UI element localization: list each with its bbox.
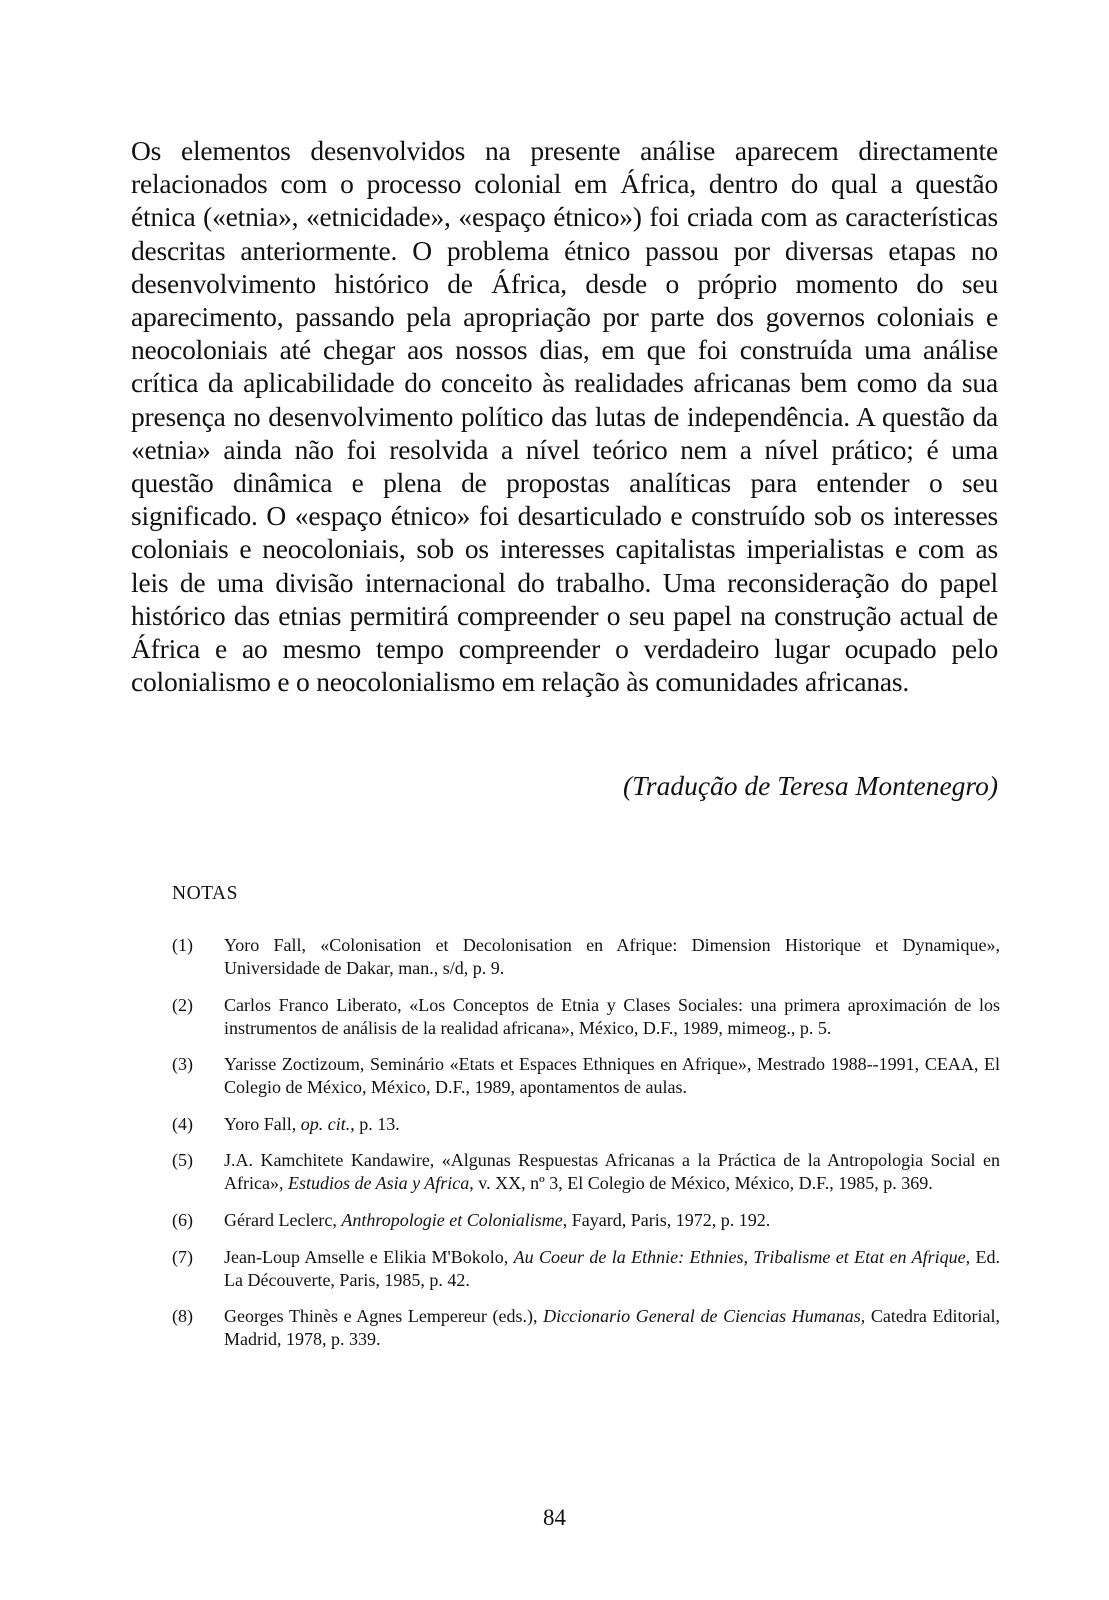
note-item <box>172 1209 1000 1232</box>
note-text <box>224 1114 400 1134</box>
note-text-part: Jean-Loup Amselle e Elikia M'Bokolo, <box>224 1246 514 1267</box>
note-number: (7) <box>172 1246 193 1267</box>
note-text-part: Georges Thinès e Agnes Lempereur (eds.), <box>224 1306 544 1327</box>
note-number: (1) <box>172 935 193 955</box>
note-text-part: , v. XX, nº 3, El Colegio de México, México, D.F., 1985, p. 369. <box>469 1173 933 1194</box>
notes-list <box>172 934 1000 1365</box>
note-text-part: Yarisse Zoctizoum, Seminário «Etats et Espaces Ethniques en Afrique», Mestrado 1988--1991, CEAA, El Colegio de México, México, D.F., 1989, apontamentos de aulas. <box>224 1054 1000 1098</box>
note-item <box>172 934 1000 980</box>
note-text-part: Yoro Fall, <box>224 1113 301 1134</box>
note-text-part: Gérard Leclerc, <box>224 1209 342 1230</box>
note-text <box>224 1150 1000 1193</box>
note-item <box>172 1246 1000 1292</box>
note-text <box>224 1247 1000 1290</box>
note-text-part: Au Coeur de la Ethnie: Ethnies, Tribalisme et Etat en Afrique <box>513 1246 966 1267</box>
page-number: 84 <box>543 1505 566 1530</box>
note-number: (8) <box>172 1306 193 1327</box>
note-text-part: , Catedra Editorial, Madrid, 1978, p. 339. <box>224 1306 1001 1350</box>
note-text <box>224 995 1000 1038</box>
note-text-part: op. cit. <box>300 1113 351 1134</box>
note-text-part: Carlos Franco Liberato, «Los Conceptos de Etnia y Clases Sociales: una primera aproximación de los instrumentos de análisis de la realidad africana», México, D.F., 1989, mimeog., p. 5. <box>224 994 1000 1038</box>
translator-credit: (Tradução de Teresa Montenegro) <box>622 770 998 801</box>
note-item <box>172 1149 1000 1195</box>
note-number: (6) <box>172 1209 193 1230</box>
note-text-part: Yoro Fall, «Colonisation et Decolonisation en Afrique: Dimension Historique et Dynamique», Universidade de Dakar, man., s/d, p. 9. <box>224 935 1000 978</box>
note-text <box>224 1210 770 1230</box>
note-number: (5) <box>172 1150 193 1171</box>
note-text-part: , Fayard, Paris, 1972, p. 192. <box>562 1209 771 1230</box>
note-item <box>172 1113 1000 1136</box>
note-text <box>224 1054 1000 1097</box>
note-number: (3) <box>172 1054 193 1075</box>
note-text-part: , Ed. La Découverte, Paris, 1985, p. 42. <box>224 1246 1000 1290</box>
note-text <box>224 935 1000 978</box>
note-text-part: Anthropologie et Colonialisme <box>341 1209 563 1230</box>
note-text-part: Estudios de Asia y Africa <box>287 1173 470 1194</box>
body-paragraph: Os elementos desenvolvidos na presente análise aparecem directamente relacionados com o processo colonial em África, dentro do qual a questão étnica («etnia», «etnicidade», «espaço étnico») foi criada com as características descritas anteriormente. O problema étnico passou por diversas etapas no desenvolvimento histórico de África, desde o próprio momento do seu aparecimento, passando pela apropriação por parte dos governos coloniais e neocoloniais até chegar aos nossos dias, em que foi construída uma análise crítica da aplicabilidade do conceito às realidades africanas bem como da sua presença no desenvolvimento político das lutas de independência. A questão da «etnia» ainda não foi resolvida a nível teórico nem a nível prático; é uma questão dinâmica e plena de propostas analíticas para entender o seu significado. O «espaço étnico» foi desarticulado e construído sob os interesses coloniais e neocoloniais, sob os interesses capitalistas imperialistas e com as leis de uma divisão internacional do trabalho. Uma reconsideração do papel histórico das etnias permitirá compreender o seu papel na construção actual de África e ao mesmo tempo compreender o verdadeiro lugar ocupado pelo colonialismo e o neocolonialismo em relação às comunidades africanas. <box>131 135 998 698</box>
note-text-part: , p. 13. <box>350 1113 400 1134</box>
note-text-part: J.A. Kamchitete Kandawire, «Algunas Respuestas Africanas a la Práctica de la Antropologia Social en Africa», <box>224 1150 1000 1194</box>
note-item <box>172 994 1000 1040</box>
note-item <box>172 1305 1000 1351</box>
note-text <box>224 1306 1000 1349</box>
note-number: (2) <box>172 994 193 1015</box>
notes-heading: NOTAS <box>172 883 238 904</box>
note-text-part: Diccionario General de Ciencias Humanas <box>543 1306 861 1327</box>
note-number: (4) <box>172 1113 193 1134</box>
note-item <box>172 1053 1000 1099</box>
